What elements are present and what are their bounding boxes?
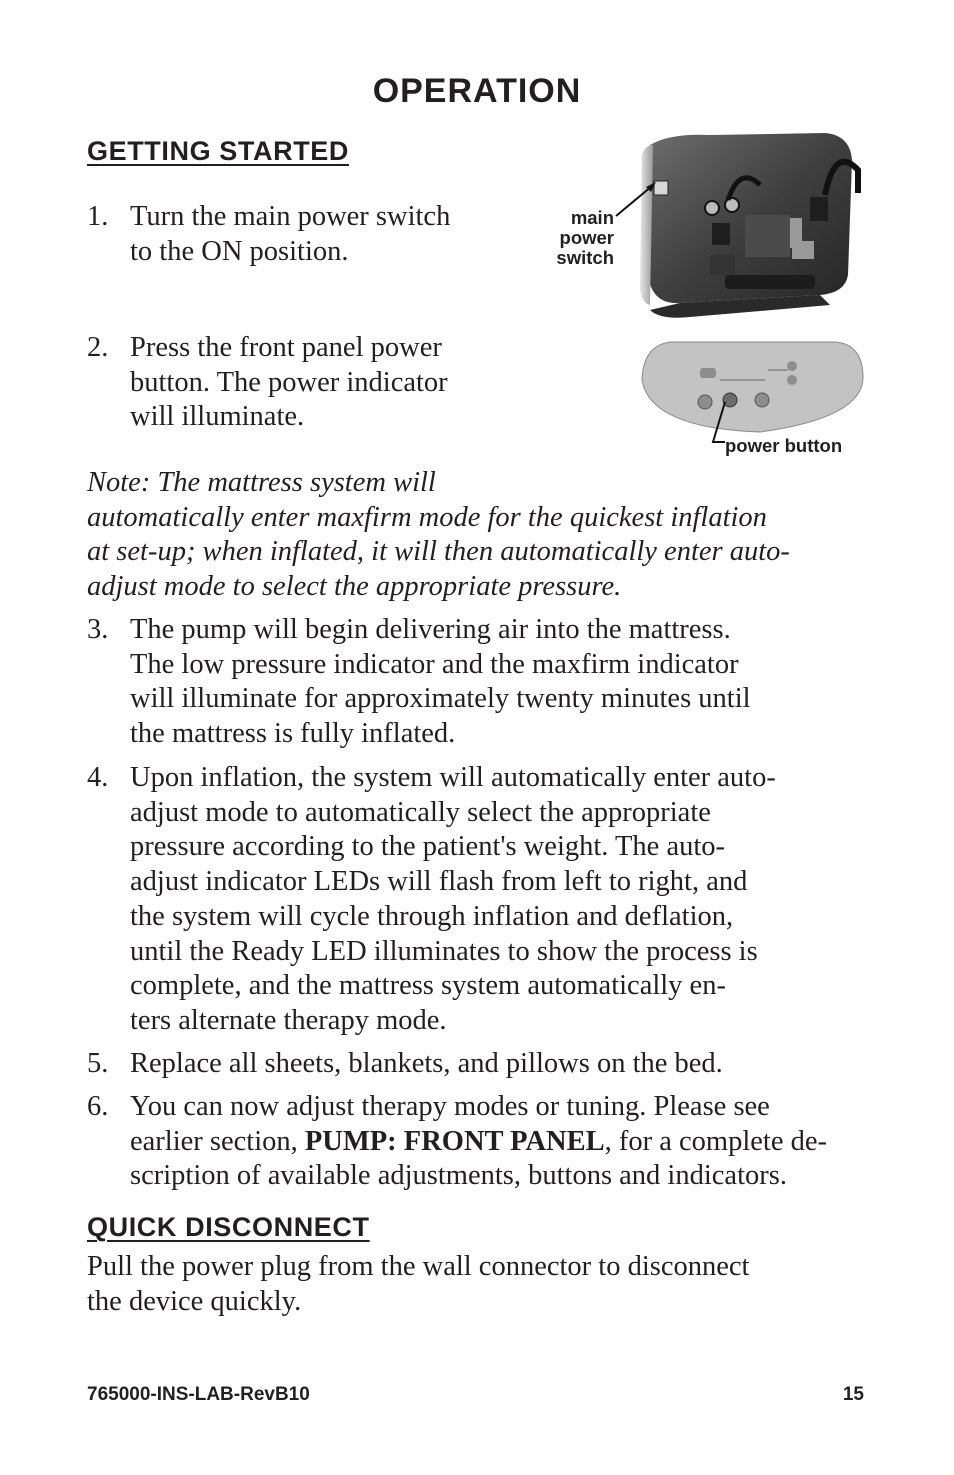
step-1-line: to the ON position. xyxy=(130,235,349,267)
step-1-line: Turn the main power switch xyxy=(130,201,451,232)
document-id: 765000-INS-LAB-RevB10 xyxy=(87,1384,310,1405)
inflation-note: Note: The mattress system will automatically enter maxfirm mode for the quickest inflation at set-up; when inflated, it will then automatically enter auto- adjust mode to select the appropriate pressure. xyxy=(87,467,790,603)
section-reference: PUMP: FRONT PANEL xyxy=(304,1125,605,1157)
quick-disconnect-heading: QUICK DISCONNECT xyxy=(87,1212,370,1242)
page-heading: OPERATION xyxy=(372,72,582,110)
front-panel-photo xyxy=(640,340,865,435)
manual-page: OPERATION GETTING STARTED 1. Turn the main power switch to the ON position. 2. Press the front panel power button. The power indicator will illuminate. main power switch power button Note: The mattress system will automatically enter maxfirm mode for the quickest inflation at set-up; when inflated, it will then automatically enter auto- adjust mode to select the appropriate pressure. 3. The pump will begin delivering air into the mattress. The low pressure indicator and the maxfirm indicator will illuminate for approximately twenty minutes until the mattress is fully inflated. 4. Upon inflation, the system will automatically enter auto- adjust mode to automatically select the appropriate pressure according to the patient's weight. The auto- adjust indicator LEDs will flash from left to right, and the system will cycle through inflation and deflation, until the Ready LED illuminates to show the process is complete, and the mattress system automatically en- ters alternate therapy mode. 5. Replace all sheets, blankets, and pillows on the bed. 6. You can now adjust therapy modes or tuning. Please see earlier section, PUMP: FRONT PANEL, for a complete de- scription of available adjustments, buttons and indicators. QUICK DISCONNECT Pull the power plug from the wall connector to disconnect the device quickly. 765000-INS-LAB-RevB10 15 xyxy=(0,0,954,1475)
step-number: 5. xyxy=(87,1048,109,1079)
pointer-arrow-icon xyxy=(612,180,662,220)
main-power-switch-label: main power switch xyxy=(556,207,614,268)
step-number: 4. xyxy=(87,762,109,793)
page-number: 15 xyxy=(842,1384,864,1405)
step-2-line: button. The power indicator xyxy=(130,366,448,398)
getting-started-heading: GETTING STARTED xyxy=(87,136,349,166)
step-number: 1. xyxy=(87,201,109,232)
step-number: 2. xyxy=(87,332,109,363)
quick-disconnect-text: Pull the power plug from the wall connector to disconnect the device quickly. xyxy=(87,1251,750,1317)
step-2-line: Press the front panel power xyxy=(130,332,442,363)
step-number: 3. xyxy=(87,614,109,645)
step-number: 6. xyxy=(87,1091,109,1122)
pump-rear-photo xyxy=(620,125,870,325)
step-2-line: will illuminate. xyxy=(130,401,305,433)
power-button-label: power button xyxy=(725,435,843,456)
